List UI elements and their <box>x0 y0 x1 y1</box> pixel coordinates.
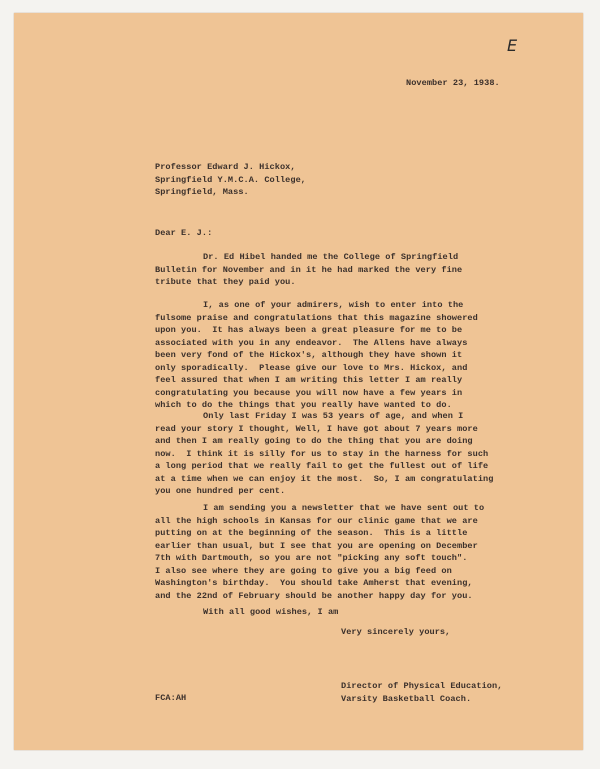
paragraph-line: and then I am really going to do the thing that you are doing <box>155 436 473 446</box>
paragraph-line: congratulating you because you will now have a few years in <box>155 387 463 398</box>
recipient-line: Springfield, Mass. <box>155 187 249 197</box>
paragraph-line: a long period that we really fail to get the fullest out of life <box>155 461 489 471</box>
paragraph-line: only sporadically. Please give our love to Mrs. Hickox, and <box>155 362 468 373</box>
paragraph-line: associated with you in any endeavor. The Allens have always <box>155 337 468 348</box>
paragraph-line: upon you. It has always been a great pleasure for me to be <box>155 325 463 335</box>
paragraph-line: you one hundred per cent. <box>155 486 286 496</box>
salutation: Dear E. J.: <box>155 228 213 238</box>
signature-block <box>341 680 502 705</box>
paragraph-line: Dr. Ed Hibel handed me the College of Springfield <box>203 252 459 262</box>
paragraph-line: Washington's birthday. You should take Amherst that evening, <box>155 578 473 588</box>
recipient-line: Professor Edward J. Hickox, <box>155 162 296 172</box>
recipient-line: Springfield Y.M.C.A. College, <box>155 174 307 185</box>
paragraph-line: read your story I thought, Well, I have got about 7 years more <box>155 423 478 434</box>
signature-title-line: Varsity Basketball Coach. <box>341 693 472 704</box>
handwritten-annotation: E <box>507 36 518 55</box>
complimentary-close: Very sincerely yours, <box>341 627 451 637</box>
paragraph-1 <box>155 251 462 289</box>
letter-date: November 23, 1938. <box>406 78 500 88</box>
paragraph-line: now. I think it is silly for us to stay in the harness for such <box>155 448 489 459</box>
paragraph-line: which to do the things that you really have wanted to do. <box>155 400 452 410</box>
paragraph-line: and the 22nd of February should be another happy day for you. <box>155 590 473 601</box>
paragraph-line: Only last Friday I was 53 years of age, and when I <box>203 411 464 421</box>
paragraph-line: been very fond of the Hickox's, although they have shown it <box>155 350 463 360</box>
paragraph-line: all the high schools in Kansas for our clinic game that we are <box>155 515 478 526</box>
paragraph-4 <box>155 502 484 602</box>
reference-initials: FCA:AH <box>155 693 187 703</box>
paragraph-line: tribute that they paid you. <box>155 277 296 287</box>
paragraph-line: putting on at the beginning of the season. This is a little <box>155 528 468 538</box>
paragraph-3 <box>155 410 493 498</box>
closing-line: With all good wishes, I am <box>203 607 339 617</box>
paragraph-line: 7th with Dartmouth, so you are not "picking any soft touch". <box>155 553 468 563</box>
paragraph-2 <box>155 299 478 412</box>
paragraph-line: feel assured that when I am writing this letter I am really <box>155 375 463 385</box>
recipient-address <box>155 161 306 199</box>
paragraph-line: I also see where they are going to give you a big feed on <box>155 565 452 576</box>
paragraph-line: I am sending you a newsletter that we have sent out to <box>203 503 485 513</box>
signature-title-line: Director of Physical Education, <box>341 681 503 691</box>
paragraph-line: I, as one of your admirers, wish to enter into the <box>203 300 464 310</box>
paragraph-line: Bulletin for November and in it he had marked the very fine <box>155 264 463 275</box>
paragraph-line: at a time when we can enjoy it the most. So, I am congratulating <box>155 473 494 484</box>
paragraph-line: earlier than usual, but I see that you are opening on December <box>155 540 478 551</box>
paragraph-line: fulsome praise and congratulations that this magazine showered <box>155 312 478 323</box>
